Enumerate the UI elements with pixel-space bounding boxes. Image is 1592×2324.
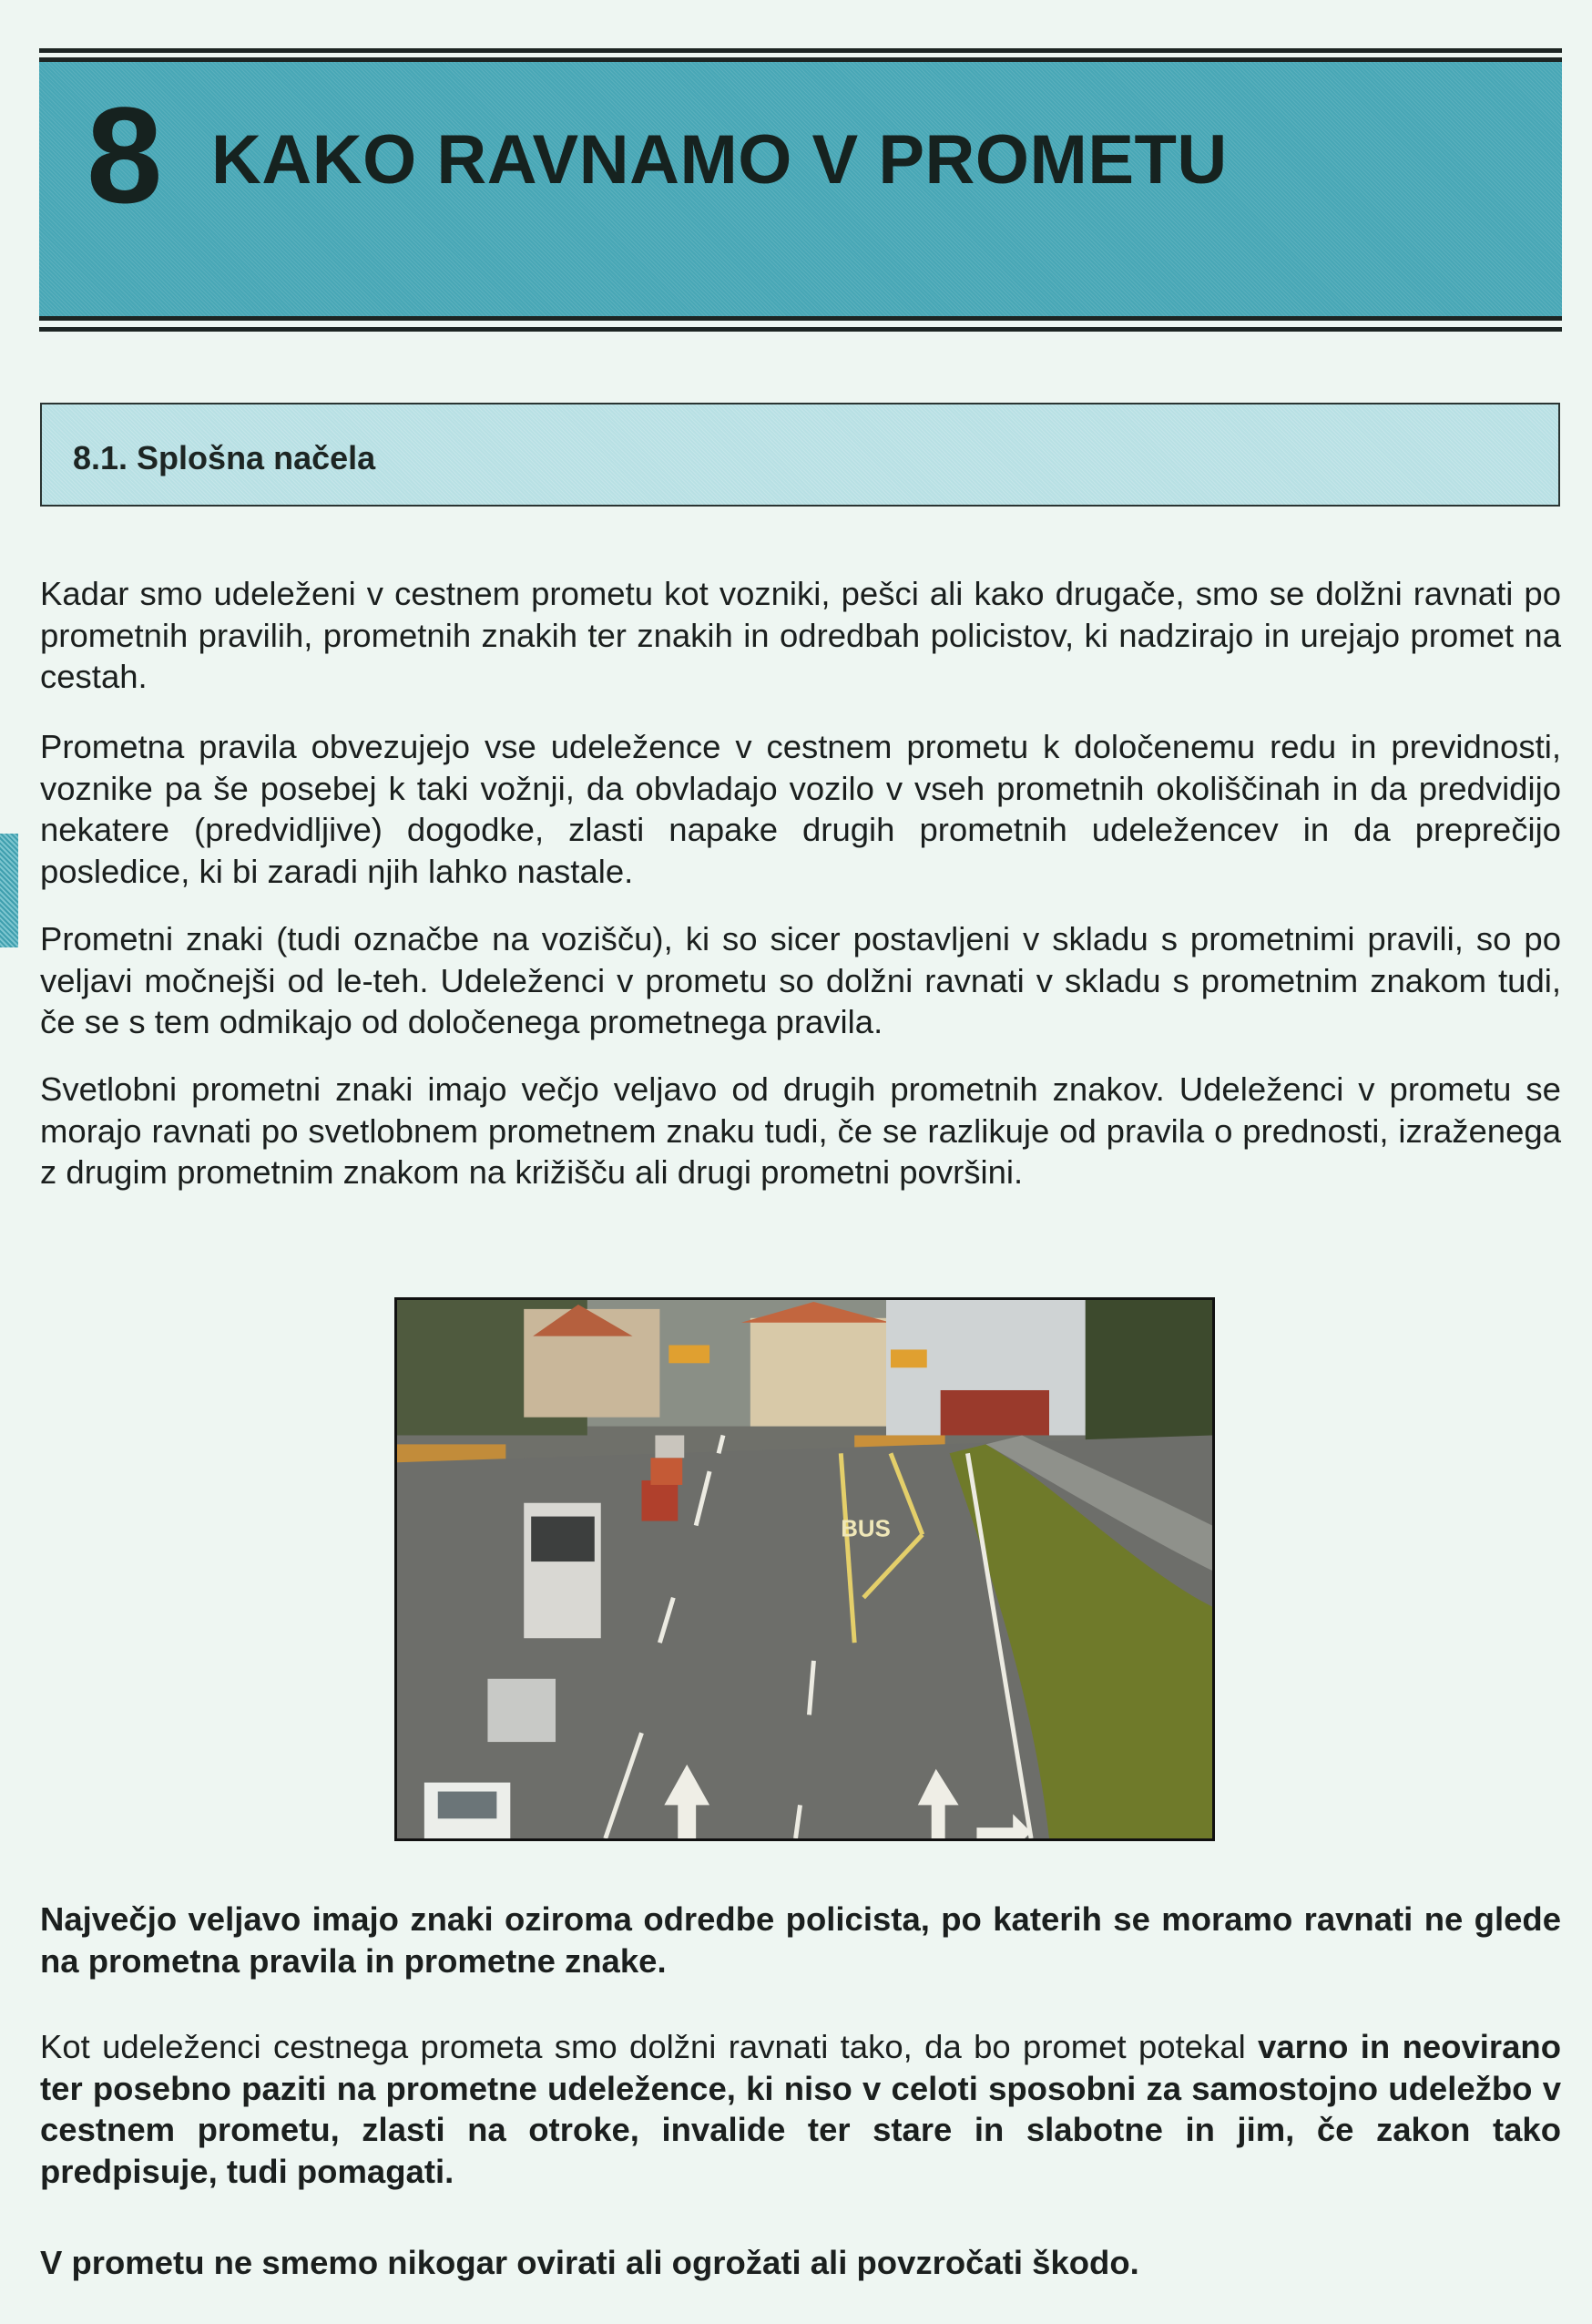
road-intersection-photo xyxy=(394,1297,1215,1841)
paragraph-safe-traffic-regular: Kot udeleženci cestnega prometa smo dolžni ravnati tako, da bo promet potekal xyxy=(40,2028,1259,2065)
paragraph-no-obstruction: V prometu ne smemo nikogar ovirati ali ogrožati ali povzročati škodo. xyxy=(40,2244,1139,2281)
chapter-title: KAKO RAVNAMO V PROMETU xyxy=(211,121,1228,199)
banner-top-rule xyxy=(39,48,1562,53)
banner-bottom-rule xyxy=(39,327,1562,332)
paragraph-safe-traffic-bold: varno in neovirano ter posebno paziti na prometne udeležence, ki niso v celoti sposobni za samostojno udeležbo v cestnem prometu, zlasti na otroke, invalide ter stare in slabotne in jim, če zakon tako predpisuje, tudi pomagati. xyxy=(40,2028,1562,2190)
paragraph-traffic-rules: Prometna pravila obvezujejo vse udeležence v cestnem prometu k določenemu redu in previdnosti, voznike pa še posebej k taki vožnji, da obvladajo vozilo v vseh prometnih okoliščinah in da predvidijo nekatere (predvidljive) dogodke, zlasti napake drugih prometnih udeležencev in da preprečijo posledice, ki bi zaradi njih lahko nastale. xyxy=(40,728,1561,890)
paragraph-safe-traffic xyxy=(40,2026,1561,2192)
banner-bottom-rule-inner xyxy=(39,316,1562,321)
bus-lane-marking: BUS xyxy=(841,1516,891,1542)
page-edge-tab xyxy=(0,834,18,947)
paragraph-traffic-signs: Prometni znaki (tudi označbe na vozišču), ki so sicer postavljeni v skladu s prometnimi pravili, so po veljavi močnejši od le-teh. Udeleženci v prometu so dolžni ravnati v skladu s prometnim znakom tudi, če se s tem odmikajo od določenega prometnega pravila. xyxy=(40,920,1561,1040)
section-heading-box xyxy=(40,403,1560,507)
paragraph-police-signals: Največjo veljavo imajo znaki oziroma odredbe policista, po katerih se moramo ravnati ne glede na prometna pravila in prometne znake. xyxy=(40,1900,1561,1980)
road-photo-illustration xyxy=(397,1300,1212,1838)
paragraph-general-rules: Kadar smo udeleženi v cestnem prometu kot vozniki, pešci ali kako drugače, smo se dolžni ravnati po prometnih pravilih, prometnih znakih ter znakih in odredbah policistov, ki nadzirajo in urejajo promet na cestah. xyxy=(40,575,1561,695)
chapter-number: 8 xyxy=(87,78,163,231)
paragraph-light-signals: Svetlobni prometni znaki imajo večjo veljavo od drugih prometnih znakov. Udeleženci v prometu se morajo ravnati po svetlobnem prometnem znaku tudi, če se razlikuje od pravila o prednosti, izraženega z drugim prometnim znakom na križišču ali drugi prometni površini. xyxy=(40,1070,1561,1191)
section-title: 8.1. Splošna načela xyxy=(73,439,376,476)
